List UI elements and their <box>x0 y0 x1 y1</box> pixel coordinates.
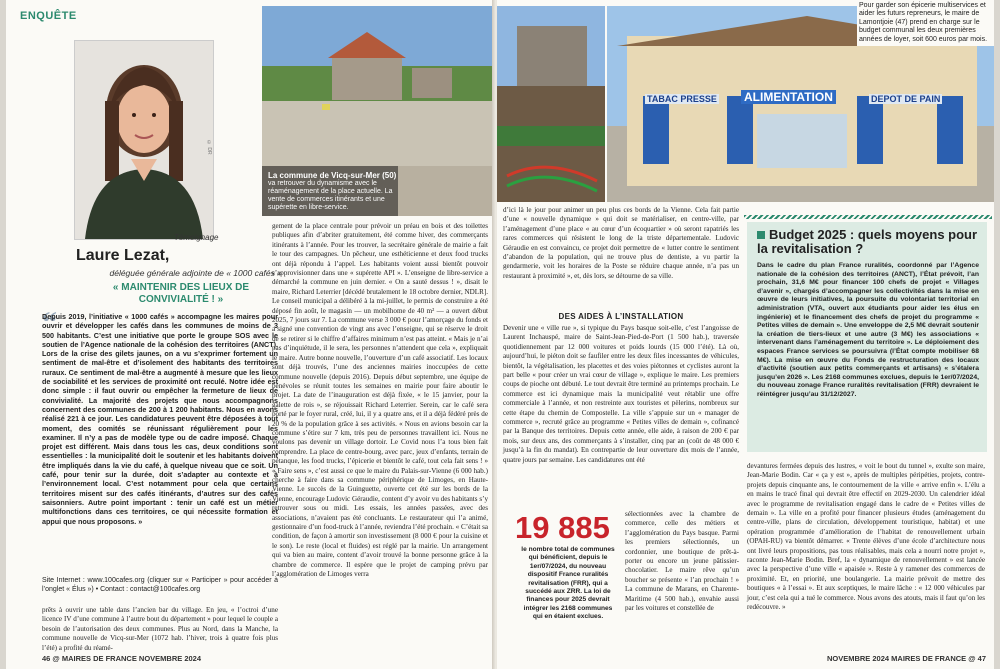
budget-title: Budget 2025 : quels moyens pour la revitalisation ? <box>757 227 978 256</box>
photo-caption-title: La commune de Vicq-sur-Mer (50) <box>268 171 397 180</box>
interviewee-role: déléguée générale adjointe de « 1000 cafés » <box>109 268 282 278</box>
shop-photo-caption: Pour garder son épicerie multiservices et aider les futurs repreneurs, le maire de Lamontjoie (47) prend en charge sur le budget communal les deux premières années de loyer, soit 600 euros par mois. <box>857 0 994 46</box>
interviewee-name: Laure Lezat, <box>76 247 170 264</box>
photo-caption-text: va retrouver du dynamisme avec le réaménagement de la place actuelle. La vente de commerces itinérants et une supérette en libre-service. <box>268 180 393 211</box>
photo-caption <box>268 172 400 212</box>
interview-text: Depuis 2019, l’initiative « 1000 cafés » accompagne les maires pour ouvrir et développer les cafés dans les communes de moins de 3 500 habitants. C’est une initiative que porte le groupe SOS avec le soutien de l’Agence nationale de la cohésion des territoires (ANCT). Lors de la crise des gilets jaunes, on a vu s’exprimer fortement un sentiment de mal-être et d’isolement des habitants des territoires ruraux. Ce sentiment de mal-être a augmenté à mesure que les lieux de sociabilité et les services de proximité ont reculé. Notre idée est donc simple : il faut ouvrir ou empêcher la fermeture de lieux de convivialité. La majorité des projets que nous accompagnons concernent des communes de 200 à 1 200 habitants. Nous en avons réalisé 221 à ce jour. Les candidatures peuvent être déposées à tout moment, des comités se réunissant régulièrement pour les examiner. Il n’y a pas de modèle type ou de cadre imposé. Chaque projet est différent. Mais dans tous les cas, deux conditions sont essentielles : la municipalité doit le soutenir et les habitants doivent être impliqués dans la vie du café, à quelque niveau que ce soit. Un café, pour tenir sur la durée, doit s’adapter au contexte et à l’environnement local. C’est notamment pour cela que certains territoires misent sur des cafés itinérants, d’autres sur des cafés saisonniers. Autre point important : tenir un café est un métier multifonctions dans ces territoires, ce qui nécessite formation et appui que nous proposons. » <box>42 312 278 526</box>
stat-number: 19 885 <box>515 510 610 545</box>
section-rubric: ENQUÊTE <box>20 10 77 22</box>
article-text-col4: Devenir une « ville rue », si typique du Pays basque soit-elle, c’est l’angoisse de Laurent Inchauspé, maire de Saint-Jean-Pied-de-Port (1 500 hab.), traversée quotidiennement par 12 000 voitures et poids lourds (15 000 l’été). Là où, aujourd’hui, le piéton doit se faufiler entre les deux files incessantes de véhicules, bientôt, la végétalisation, les placettes et des voies piétonnes et cyclistes auront la part belle « pour créer un vrai cœur de village », explique le maire. Les premiers coups de pioche ont débuté. Le tout devrait être terminé au printemps prochain. Le commerce est ici dynamique mais la municipalité veut rétablir une offre commerciale à l’année, et non restreinte aux touristes et pèlerins, nombreux sur cette étape du chemin de Compostelle. La ville s’appuie sur un « manager de commerce », recruté grâce au programme « Petites villes de demain », cofinancé par la Banque des territoires. Depuis cette année, elle aide, à raison de 200 € par mois, sur deux ans, des commerçants à s’installer, cinq par an (coût de 48 000 € jusqu’à la fin du mandat). En contrepartie de leur ouverture dix mois de l’année, quatre jours par semaine. Les candidatures ont été <box>503 324 739 464</box>
shop-sign-alimentation: ALIMENTATION <box>741 90 836 104</box>
subheading: DES AIDES À L’INSTALLATION <box>558 312 684 321</box>
shop-sign-tabac: TABAC PRESSE <box>647 94 717 104</box>
quote-title: « MAINTENIR DES LIEUX DE CONVIVIALITÉ ! » <box>112 282 250 305</box>
article-text-col3: d’ici là le jour pour animer un peu plus ces bords de la Vienne. Cela fait partie d’une « nouvelle dynamique » qui doit se matérialiser, en centre-ville, par l’aménagement d’une place « au cœur d’un écoquartier » où seront rapatriés les rares commerces qui résistent le long de la triste départementale. Ludovic Géraudie en est convaincu, ce projet doit permettre de « lutter contre le sentiment d’abandon de la population, qui ne trouve plus de dentiste, a vu partir la gendarmerie, voit les horaires de la Poste se réduire chaque année, n’a pas un restaurant à proximité », et, dès lors, se détourne de sa ville. <box>503 206 739 280</box>
budget-text: Dans le cadre du plan France ruralités, coordonné par l’Agence nationale de la cohésion des territoires (ANCT), l’État prévoit, l’an prochain, 31,6 M€ pour financer 100 chefs de projet « Villages d’avenir », chargés d’accompagner les collectivités dans la mise en œuvre de leurs initiatives, la poursuite du volontariat territorial en administration (VTA, ouvert aux étudiants pour aider les élus en ingénierie) et le financement des chefs de projet du programme « Petites villes de demain ». Une enveloppe de 2,5 M€ devrait soutenir la création de tiers-lieux et une autre (3 M€) les associations « intervenant dans l’aménagement du territoire ». Le déploiement des espaces France services se poursuivra (l’État compte mobiliser 68 M€). La mise en œuvre du Fonds de restructuration des locaux d’activité (soutien aux petits commerçants et artisans) « s’étalera jusqu’en 2026 ». Les 2168 communes exclues, depuis le 1er/07/2024, du nouveau zonage France ruralités revitalisation (FRR) devraient le réintégrer jusqu’au 31/12/2027. <box>757 262 979 398</box>
right-page <box>497 0 994 669</box>
testimony-tag: Témoignage <box>174 233 219 242</box>
shop-sign-pain: DEPOT DE PAIN <box>871 94 941 104</box>
article-text-col1: prêts à ouvrir une table dans l’ancien bar du village. En jeu, « l’octroi d’une licence IV d’une commune à l’autre bout du département » pour lequel le couple a besoin de l’autorisation des deux communes. Plus au Nord, dans la Manche, la commune nouvelle de Vicq-sur-Mer (1072 hab. l’hiver, trois à quatre fois plus l’été) a profité du réamé- <box>42 606 278 652</box>
page-footer-left: 46 @ MAIRES DE FRANCE NOVEMBRE 2024 <box>42 654 202 663</box>
article-text-col2: gement de la place centrale pour prévoir un préau en bois et des toilettes publiques afin d’abriter gratuitement, été comme hiver, des commerçants itinérants à l’année. Pour les trouver, la secrétaire générale de mairie a fait le tour des campagnes. Un pêcheur, une esthéticienne et deux food trucks ont déjà répondu à l’appel. Les habitants voient aussi bientôt pouvoir s’approvisionner dans une « supérette API ». L’enseigne de libre-service a démarché la commune en juin dernier. « On a sauté dessus ! », disait le maire, Richard Leterrier [décédé brutalement le 18 octobre dernier, NDLR]. Le conseil municipal a délibéré à la mi-juillet, le permis de construire a été déposé fin août, le magasin — un mobilhome de 40 m² — a ouvert début 2025, 7 jours sur 7. La commune verse 3 000 € pour l’amorçage du fonds et a signé une convention de vingt ans avec l’enseigne, qui se réserve le droit de se retirer si le chiffre d’affaires minimum n’est pas atteint. « Mais je n’ai pas d’inquiétude, il le sera, les personnes n’attendent que cela », expliquait le maire. Autre bonne nouvelle, l’ouverture d’un café associatif. Les locaux sont déjà trouvés, l’une des anciennes mairies inoccupées de cette commune nouvelle (depuis 2016). Depuis début septembre, une équipe de bénévoles se réunit toutes les semaines en mairie pour faire aboutir le projet. La date de l’inauguration est déjà fixée, « le 15 janvier, pour la galette de rois », se réjouissait Richard Leterrier. Serein, car le café sera porté par le foyer rural, créé, lui, il y a quatre ans, et il a déjà fédéré près de 20 % de la population grâce à ses activités. « Nous en avions besoin car la commune s’étire sur 7 km, très peu de personnes travaillent ici. Nous ne voulons pas devenir un village dortoir. Le Covid nous l’a tous bien fait comprendre. La place de centre-bourg, avec parc, jeux d’enfants, terrain de pétanque, les food trucks, l’épicerie et bientôt le café, tout cela fait sens ! » « Faire sens », c’est aussi ce que le maire du Palais-sur-Vienne (6 000 hab.) cherche à faire dans sa commune périphérique de Limoges, en Haute-Vienne. Le succès de la Guinguette, ouverte cet été sur les bords de la Vienne, encourage Ludovic Géraudie, content d’y avoir vu des habitants s’y retrouver sous ou midi. Les essais, les années passées, avec des associations, n’avaient pas été concluants. Le restaurateur qui l’a animé, gestionnaire d’un food-truck à l’année, reviendra l’été prochain. « C’était sa condition, de façon à amortir son investissement (8 000 € pour la cuisine et le son). Le reste (local et fluides) est réglé par la mairie. Un arrangement qui va bien au maire, content d’avoir trouvé la bonne personne grâce à la chambre de commerce. Il espère que le projet de camping prévu par l’agglomération de Limoges verra <box>272 222 488 579</box>
contact-info: Site Internet : www.100cafes.org (cliquer sur « Participer » pour accéder à l’onglet « Élus ») • Contact : contact@100cafes.org <box>42 577 278 593</box>
construction-photo <box>497 6 605 202</box>
page-footer-right: NOVEMBRE 2024 MAIRES DE FRANCE @ 47 <box>826 654 986 663</box>
photo-credit: © DR <box>206 140 212 155</box>
article-text-col5: sélectionnées avec la chambre de commerce, celle des métiers et l’agglomération du Pays basque. Parmi les premiers sélectionnés, un cordonnier, une boutique de prêt-à-porter ou encore un jeune pâtissier-chocolatier. Le maire rêve qu’un boucher se présente « l’an prochain ! » La commune de Marans, en Charente-Maritime (4 500 hab.), envahie aussi par les voitures et constellée de <box>625 510 739 613</box>
square-bullet-icon <box>757 231 765 239</box>
portrait-photo <box>74 40 214 240</box>
stat-text: le nombre total de communes qui bénéficient, depuis le 1er/07/2024, du nouveau dispositif France ruralités revitalisation (FRR), qui a succédé aux ZRR. La loi de finances pour 2025 devrait intégrer les 2168 communes qui en étaient exclues. <box>521 546 615 621</box>
quote-mark-icon: “ <box>42 306 57 339</box>
left-page <box>6 0 494 669</box>
article-text-col6: devantures fermées depuis des lustres, « voit le bout du tunnel », exulte son maire, Jean-Marie Bodin. Car « ça y est », après de multiples péripéties, projets, contre-projets depuis cinquante ans, le contournement de la ville « arrive enfin ». L’élu a en mains le tracé final qui devrait être effectif en 2029-2030. Un calendrier idéal avec le programme de revitalisation engagé dans le cadre de « Petites villes de demain ». La ville en a profité pour financer plusieurs études (aménagement du centre-ville, plans de circulation, développement touristique, habitat) et une opération programmée d’amélioration de l’habitat de renouvellement urbain (OPAH-RU) va bientôt démarrer. « Trente élèves d’une école d’architecture nous ont livré leurs propositions, pas tous réalisables, mais cela a nourri notre projet », raconte Jean-Marie Bodin. Bref, la « dynamique de renouvellement » est lancée avec la perspective d’une ville « apaisée ». Reste à y ramener des commerces de proximité. Et, en priorité, une boulangerie. La mairie prévoit de mettre des boutiques « à l’essai ». Et aux sceptiques, le maire lâche : « 12 000 véhicules par jour, c’est cela qui a tué le commerce. Nous avons des atouts, mais il faut qu’on les redécouvre. » <box>747 462 985 612</box>
box-hatch-divider <box>744 215 992 219</box>
